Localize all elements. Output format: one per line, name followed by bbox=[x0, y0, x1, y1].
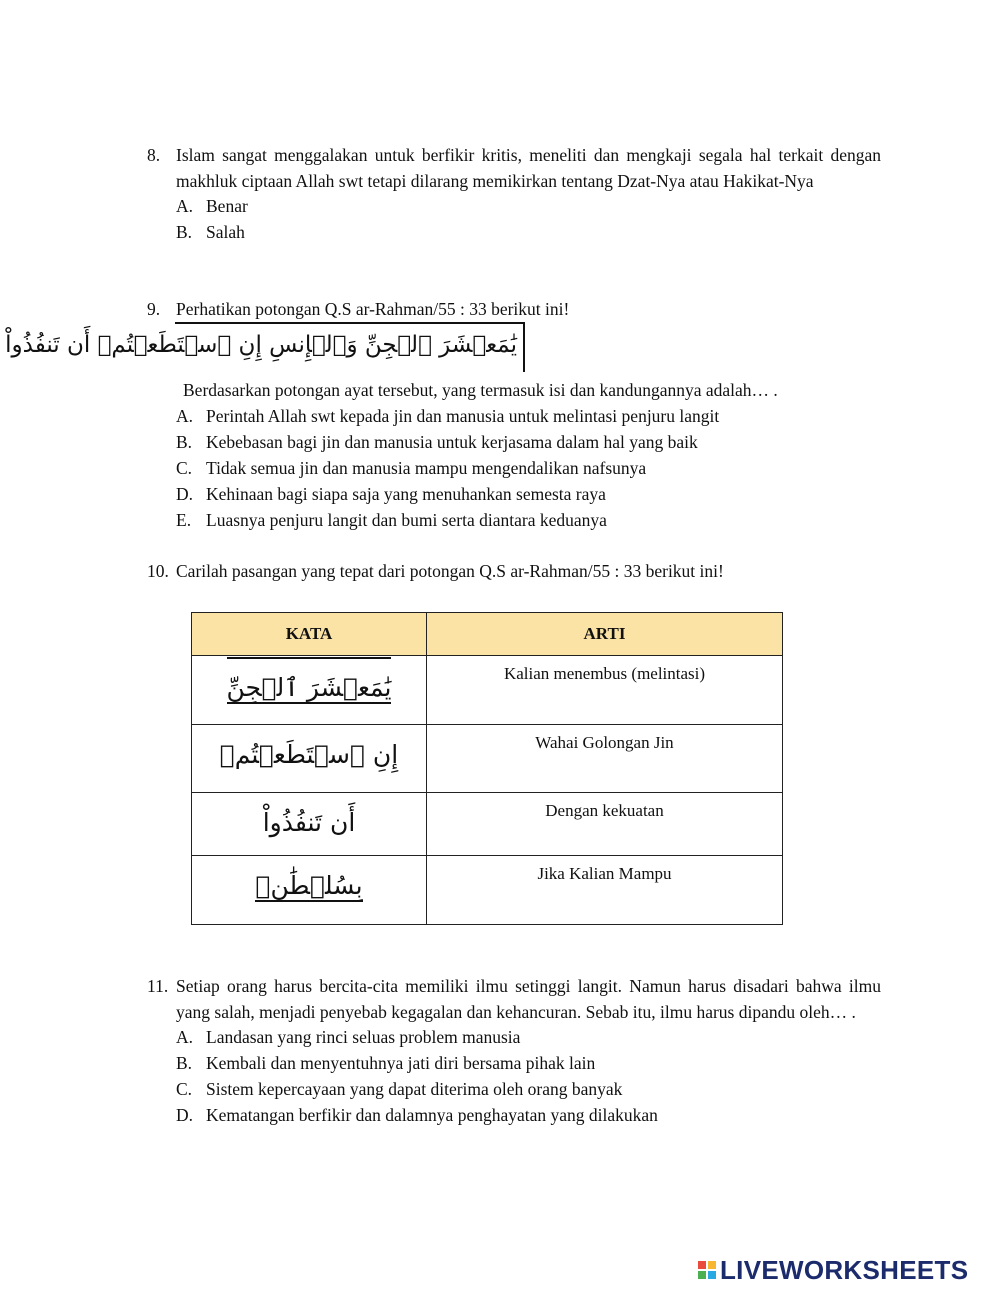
logo-blocks-icon bbox=[698, 1261, 716, 1279]
arti-cell[interactable]: Wahai Golongan Jin bbox=[427, 725, 783, 793]
ayah-text: يَٰمَعۡشَرَ ٱلۡجِنِّ وَٱلۡإِنسِ إِنِ ٱسۡتَطَعۡتُمۡ أَن تَنفُذُواْ bbox=[5, 332, 517, 358]
kata-arabic: بِسُلۡطَٰنٖ bbox=[255, 857, 362, 902]
option-a[interactable] bbox=[176, 404, 881, 430]
option-text: Kehinaan bagi siapa saja yang menuhankan semesta raya bbox=[206, 484, 606, 504]
question-text: Carilah pasangan yang tepat dari potongan Q.S ar-Rahman/55 : 33 berikut ini! bbox=[176, 561, 724, 581]
liveworksheets-logo[interactable] bbox=[698, 1252, 968, 1288]
question-text: Setiap orang harus bercita-cita memiliki ilmu setinggi langit. Namun harus disadari bahwa ilmu yang salah, menjadi penyebab kegagalan dan kehancuran. Sebab itu, ilmu harus dipandu oleh… . bbox=[176, 976, 881, 1022]
option-text: Luasnya penjuru langit dan bumi serta diantara keduanya bbox=[206, 510, 607, 530]
table-row bbox=[192, 725, 783, 793]
kata-cell bbox=[192, 656, 427, 725]
option-text: Kematangan berfikir dan dalamnya penghayatan yang dilakukan bbox=[206, 1105, 658, 1125]
kata-arabic: إِنِ ٱسۡتَطَعۡتُمۡ bbox=[219, 740, 399, 769]
question-8 bbox=[147, 143, 881, 246]
option-text: Benar bbox=[206, 196, 248, 216]
option-letter: C. bbox=[176, 458, 193, 478]
option-letter: A. bbox=[176, 406, 194, 426]
option-letter: D. bbox=[176, 484, 194, 504]
question-number: 9. bbox=[147, 299, 161, 319]
logo-block bbox=[708, 1261, 716, 1269]
option-b[interactable] bbox=[176, 1051, 881, 1077]
option-a[interactable] bbox=[176, 194, 881, 220]
option-a[interactable] bbox=[176, 1025, 881, 1051]
question-number: 11. bbox=[147, 976, 169, 996]
logo-text: LIVEWORKSHEETS bbox=[720, 1254, 969, 1285]
question-prompt: Berdasarkan potongan ayat tersebut, yang termasuk isi dan kandungannya adalah… . bbox=[183, 380, 778, 400]
option-text: Kembali dan menyentuhnya jati diri bersama pihak lain bbox=[206, 1053, 596, 1073]
option-text: Salah bbox=[206, 222, 245, 242]
question-text: Perhatikan potongan Q.S ar-Rahman/55 : 33 berikut ini! bbox=[176, 299, 570, 319]
option-e[interactable] bbox=[176, 508, 881, 534]
option-c[interactable] bbox=[176, 1077, 881, 1103]
option-d[interactable] bbox=[176, 1103, 881, 1129]
option-text: Landasan yang rinci seluas problem manusia bbox=[206, 1027, 521, 1047]
kata-cell bbox=[192, 793, 427, 856]
ayah-box bbox=[5, 322, 525, 372]
table-header-row bbox=[192, 613, 783, 656]
logo-block bbox=[708, 1271, 716, 1279]
header-arti: ARTI bbox=[427, 613, 783, 656]
question-10 bbox=[147, 559, 881, 585]
question-11 bbox=[147, 974, 881, 1129]
question-9-body bbox=[147, 378, 881, 404]
question-9-options bbox=[176, 404, 881, 534]
option-text: Tidak semua jin dan manusia mampu mengendalikan nafsunya bbox=[206, 458, 647, 478]
kata-cell bbox=[192, 725, 427, 793]
kata-arabic: يَٰمَعۡشَرَ ٱلۡجِنِّ bbox=[227, 657, 392, 704]
option-b[interactable] bbox=[176, 220, 881, 246]
arti-cell[interactable]: Jika Kalian Mampu bbox=[427, 856, 783, 925]
option-letter: B. bbox=[176, 432, 193, 452]
arti-cell[interactable]: Dengan kekuatan bbox=[427, 793, 783, 856]
question-text: Islam sangat menggalakan untuk berfikir kritis, meneliti dan mengkaji segala hal terkait dengan makhluk ciptaan Allah swt tetapi dilarang memikirkan tentang Dzat-Nya atau Hakikat-Nya bbox=[176, 145, 881, 191]
arti-cell[interactable]: Kalian menembus (melintasi) bbox=[427, 656, 783, 725]
question-number: 8. bbox=[147, 145, 161, 165]
option-d[interactable] bbox=[176, 482, 881, 508]
option-c[interactable] bbox=[176, 456, 881, 482]
table-row bbox=[192, 856, 783, 925]
question-9 bbox=[147, 297, 881, 323]
option-letter: A. bbox=[176, 1027, 194, 1047]
matching-table bbox=[191, 612, 783, 925]
option-letter: B. bbox=[176, 1053, 193, 1073]
option-letter: A. bbox=[176, 196, 194, 216]
option-letter: C. bbox=[176, 1079, 193, 1099]
kata-arabic: أَن تَنفُذُواْ bbox=[262, 808, 356, 837]
option-text: Sistem kepercayaan yang dapat diterima oleh orang banyak bbox=[206, 1079, 623, 1099]
option-text: Kebebasan bagi jin dan manusia untuk kerjasama dalam hal yang baik bbox=[206, 432, 698, 452]
kata-cell bbox=[192, 856, 427, 925]
option-b[interactable] bbox=[176, 430, 881, 456]
question-number: 10. bbox=[147, 561, 169, 581]
table-row bbox=[192, 793, 783, 856]
option-letter: E. bbox=[176, 510, 192, 530]
option-letter: B. bbox=[176, 222, 193, 242]
option-text: Perintah Allah swt kepada jin dan manusia untuk melintasi penjuru langit bbox=[206, 406, 720, 426]
option-letter: D. bbox=[176, 1105, 194, 1125]
logo-block bbox=[698, 1271, 706, 1279]
header-kata: KATA bbox=[192, 613, 427, 656]
logo-block bbox=[698, 1261, 706, 1269]
table-row bbox=[192, 656, 783, 725]
